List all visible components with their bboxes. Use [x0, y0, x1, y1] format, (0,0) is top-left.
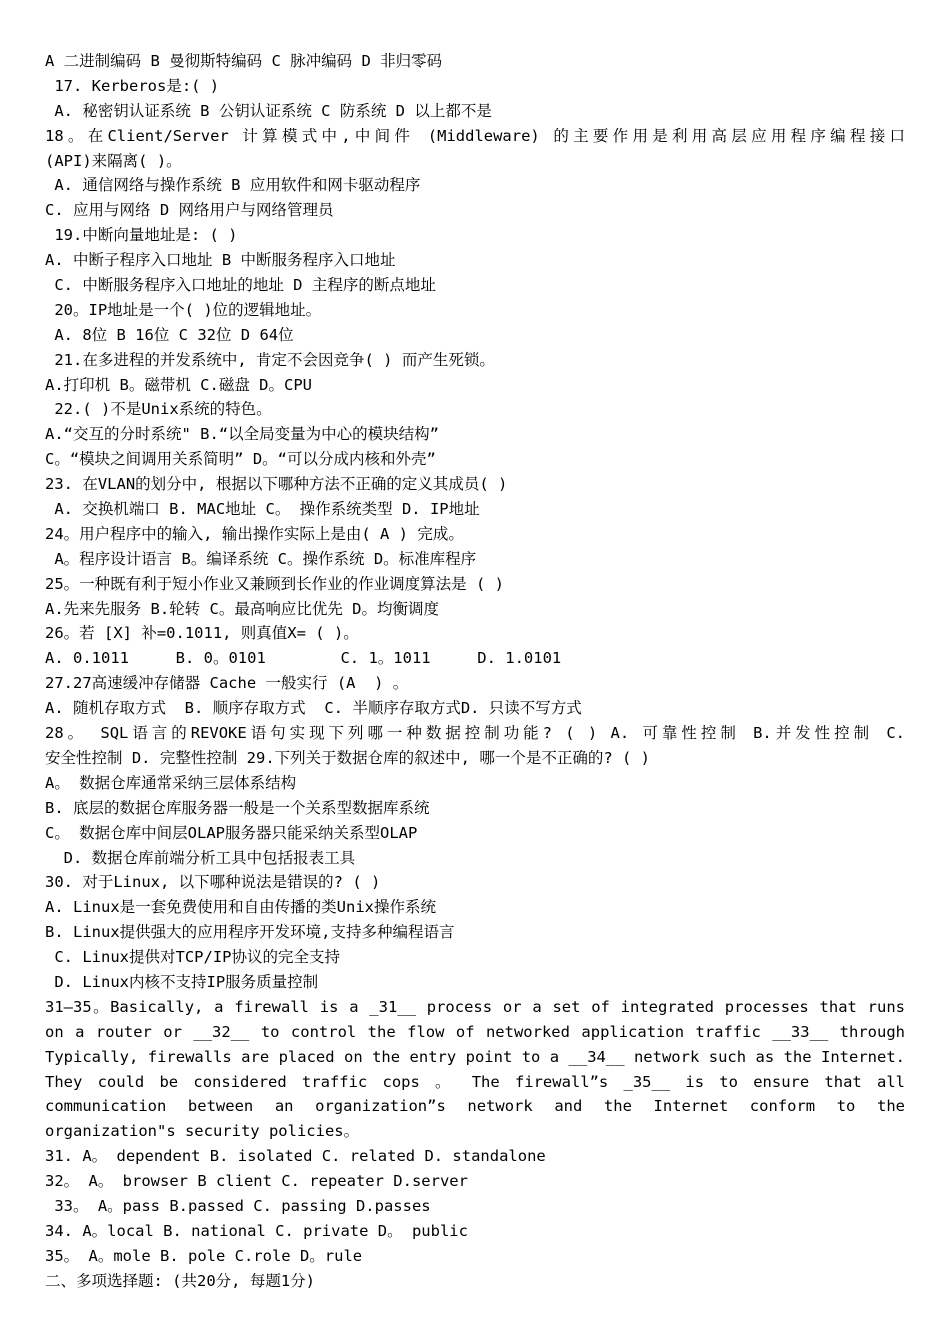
- text-line: 24。用户程序中的输入, 输出操作实际上是由( A ) 完成。: [45, 524, 464, 543]
- text-line: 20。IP地址是一个( )位的逻辑地址。: [45, 300, 322, 319]
- text-line: A. 中断子程序入口地址 B 中断服务程序入口地址: [45, 251, 396, 270]
- text-line: A.“交互的分时系统" B.“以全局变量为中心的模块结构”: [45, 425, 439, 444]
- text-line: C. 中断服务程序入口地址的地址 D 主程序的断点地址: [45, 276, 436, 295]
- text-line: 21.在多进程的并发系统中, 肯定不会因竞争( ) 而产生死锁。: [45, 350, 495, 369]
- text-line: A. 通信网络与操作系统 B 应用软件和网卡驱动程序: [45, 176, 421, 195]
- text-line: 35。 A。mole B. pole C.role D。rule: [45, 1246, 363, 1265]
- text-line: A. Linux是一套免费使用和自由传播的类Unix操作系统: [45, 898, 436, 917]
- text-line: 安全性控制 D. 完整性控制 29.下列关于数据仓库的叙述中, 哪一个是不正确的? ( ): [45, 748, 650, 767]
- text-line: A. 8位 B 16位 C 32位 D 64位: [45, 325, 294, 344]
- text-line: 28。 SQL语言的REVOKE语句实现下列哪一种数据控制功能? ( ) A. 可靠性控制 B.并发性控制 C.: [45, 724, 905, 743]
- text-line: A 二进制编码 B 曼彻斯特编码 C 脉冲编码 D 非归零码: [45, 52, 443, 70]
- text-line: A. 秘密钥认证系统 B 公钥认证系统 C 防系统 D 以上都不是: [45, 101, 492, 120]
- text-line: C. Linux提供对TCP/IP协议的完全支持: [45, 948, 340, 967]
- text-line: C。“模块之间调用关系简明” D。“可以分成内核和外壳”: [45, 450, 436, 469]
- text-line: organization"s security policies。: [45, 1122, 360, 1141]
- text-line: A. 0.1011 B. 0。0101 C. 1。1011 D. 1.0101: [45, 649, 562, 668]
- text-line: D. Linux内核不支持IP服务质量控制: [45, 972, 319, 991]
- text-line: on a router or __32__ to control the flow of networked application traffic __33__ through: [45, 1022, 905, 1041]
- text-line: 30. 对于Linux, 以下哪种说法是错误的? ( ): [45, 873, 381, 892]
- text-line: A. 交换机端口 B. MAC地址 C。 操作系统类型 D. IP地址: [45, 500, 480, 519]
- text-line: (API)来隔离( )。: [45, 151, 182, 170]
- text-line: 25。一种既有利于短小作业又兼顾到长作业的作业调度算法是 ( ): [45, 574, 504, 593]
- text-line: 22.( )不是Unix系统的特色。: [45, 400, 272, 419]
- text-line: 23. 在VLAN的划分中, 根据以下哪种方法不正确的定义其成员( ): [45, 475, 508, 494]
- text-line: 34. A。local B. national C. private D。 public: [45, 1221, 468, 1240]
- text-line: 31—35。Basically, a firewall is a _31__ process or a set of integrated processes that runs: [45, 997, 905, 1016]
- text-line: 32。 A。 browser B client C. repeater D.server: [45, 1172, 468, 1191]
- document-page: [45, 49, 905, 1294]
- text-line: D. 数据仓库前端分析工具中包括报表工具: [45, 848, 356, 867]
- text-line: They could be considered traffic cops 。 The firewall”s _35__ is to ensure that all: [45, 1072, 905, 1091]
- text-line: C。 数据仓库中间层OLAP服务器只能采纳关系型OLAP: [45, 823, 418, 842]
- text-line: A.先来先服务 B.轮转 C。最高响应比优先 D。均衡调度: [45, 599, 439, 618]
- text-line: A。程序设计语言 B。编译系统 C。操作系统 D。标准库程序: [45, 549, 477, 568]
- text-line: B. 底层的数据仓库服务器一般是一个关系型数据库系统: [45, 798, 430, 817]
- text-line: A。 数据仓库通常采纳三层体系结构: [45, 773, 297, 792]
- text-line: 26。若 [X] 补=0.1011, 则真值X= ( )。: [45, 624, 359, 643]
- text-line: Typically, firewalls are placed on the entry point to a __34__ network such as the Internet.: [45, 1047, 905, 1066]
- text-line: C. 应用与网络 D 网络用户与网络管理员: [45, 201, 334, 220]
- text-line: communication between an organization”s network and the Internet conform to the: [45, 1097, 905, 1116]
- text-line: 31. A。 dependent B. isolated C. related D. standalone: [45, 1147, 546, 1166]
- text-line: 17. Kerberos是:( ): [45, 76, 220, 95]
- text-line: 33。 A。pass B.passed C. passing D.passes: [45, 1196, 431, 1215]
- section-heading: 二、多项选择题: (共20分, 每题1分): [45, 1271, 315, 1290]
- text-line: A.打印机 B。磁带机 C.磁盘 D。CPU: [45, 375, 312, 394]
- text-line: 18。在Client/Server 计算模式中,中间件 (Middleware) 的主要作用是利用高层应用程序编程接口: [45, 126, 905, 145]
- text-line: A. 随机存取方式 B. 顺序存取方式 C. 半顺序存取方式D. 只读不写方式: [45, 699, 582, 718]
- text-line: 27.27高速缓冲存储器 Cache 一般实行 (A ) 。: [45, 674, 409, 693]
- text-line: B. Linux提供强大的应用程序开发环境,支持多种编程语言: [45, 923, 455, 942]
- text-line: 19.中断向量地址是: ( ): [45, 226, 238, 245]
